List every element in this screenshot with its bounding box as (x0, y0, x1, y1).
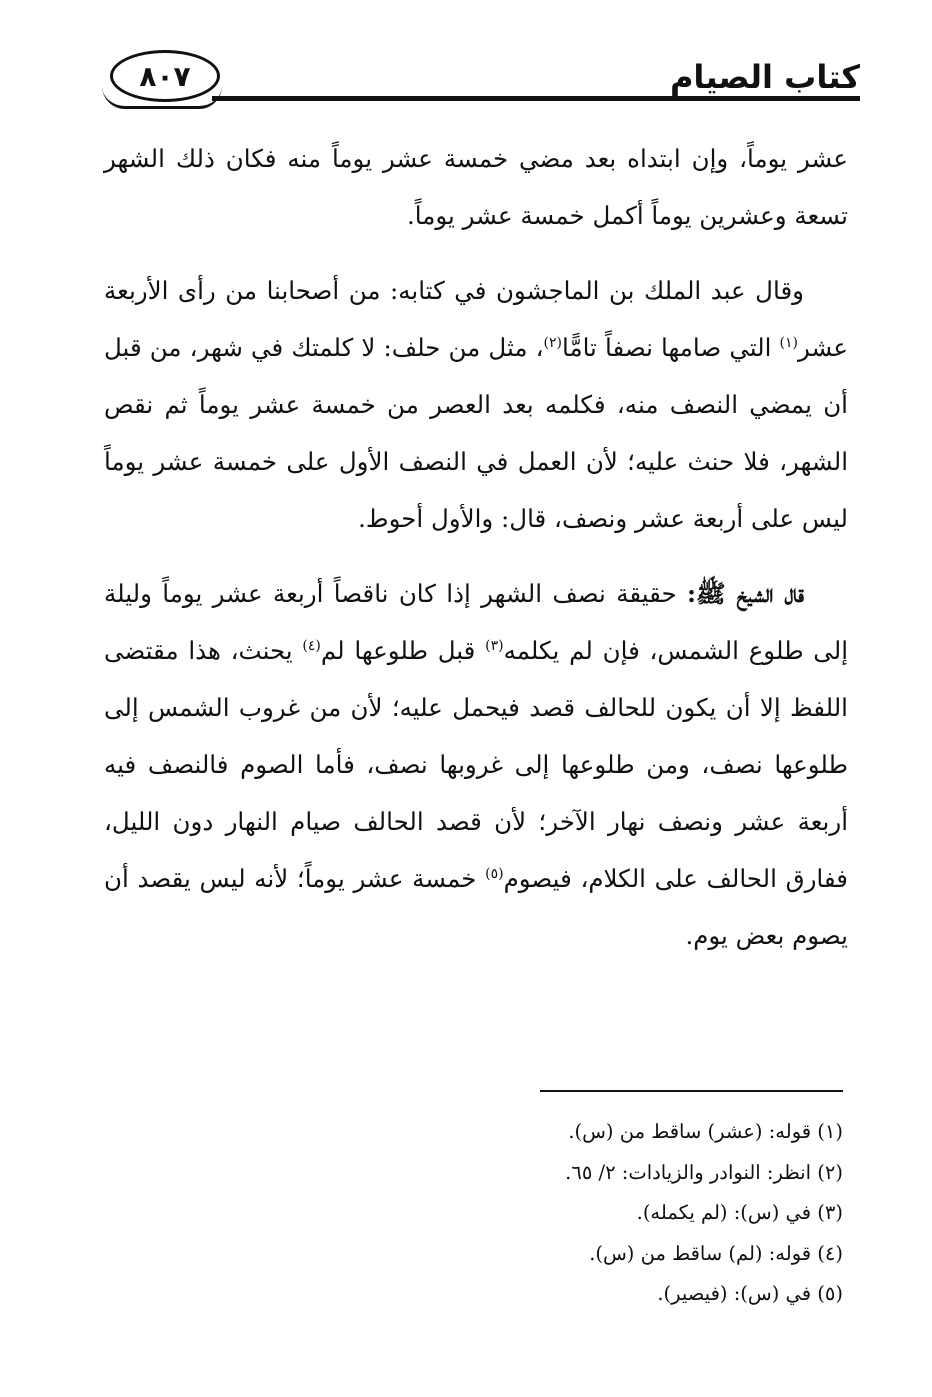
main-text (104, 130, 848, 982)
paragraph-3-text-b: قبل طلوعها لم (320, 636, 486, 665)
speaker-label: قال الشيخ ﷺ: (687, 579, 804, 608)
paragraph-2-text-c: ، مثل من حلف: لا كلمتك في شهر، من قبل أن يمضي النصف منه، فكلمه بعد العصر من خمسة عشر يوماً ثم نقص الشهر، فلا حنث عليه؛ لأن العمل في النصف الأول على خمسة عشر يوماً ليس على أربعة عشر ونصف، قال: والأول أحوط. (104, 333, 848, 533)
paragraph-2-text-a: وقال عبد الملك بن الماجشون في كتابه: من أصحابنا من رأى الأربعة عشر (104, 276, 849, 362)
paragraph-3-text-c: يحنث، هذا مقتضى اللفظ إلا أن يكون للحالف قصد فيحمل عليه؛ لأن من غروب الشمس إلى طلوعها نصف، ومن طلوعها إلى غروبها نصف، فأما الصوم فالنصف فيه أربعة عشر ونصف نهار الآخر؛ لأن قصد الحالف صيام النهار دون الليل، ففارق الحالف على الكلام، فيصوم (104, 636, 848, 893)
paragraph-2 (104, 262, 848, 547)
paragraph-1: عشر يوماً، وإن ابتداه بعد مضي خمسة عشر يوماً منه فكان ذلك الشهر تسعة وعشرين يوماً أكمل خمسة عشر يوماً. (104, 144, 848, 230)
footnote-4: (٤) قوله: (لم) ساقط من (س). (589, 1241, 843, 1265)
running-title: كتاب الصيام (669, 58, 860, 96)
footnote-separator (540, 1090, 843, 1092)
footnote-ref-1: (١) (779, 334, 799, 351)
footnote-ref-5: (٥) (485, 865, 504, 882)
header-rule (212, 96, 860, 101)
footnote-ref-3: (٣) (485, 637, 504, 654)
footnote-1: (١) قوله: (عشر) ساقط من (س). (568, 1120, 843, 1143)
footnote-ref-2: (٢) (543, 334, 562, 351)
paragraph-3 (104, 565, 848, 964)
paragraph-3-text-d: خمسة عشر يوماً؛ لأنه ليس يقصد أن يصوم بعض يوم. (104, 864, 848, 950)
footnote-3: (٣) في (س): (لم يكمله). (636, 1201, 843, 1224)
paragraph-2-text-b: التي صامها نصفاً تامًّا (562, 333, 780, 362)
footnote-ref-4: (٤) (302, 637, 321, 654)
page-number-badge (110, 50, 220, 102)
page-header (100, 40, 860, 110)
paragraph-3-text-a: حقيقة نصف الشهر إذا كان ناقصاً أربعة عشر يوماً وليلة إلى طلوع الشمس، فإن لم يكلمه (104, 579, 849, 665)
footnote-5: (٥) في (س): (فيصير). (657, 1282, 843, 1305)
footnote-2: (٢) انظر: النوادر والزيادات: ٢/ ٦٥. (565, 1160, 843, 1184)
footnotes (300, 1112, 843, 1315)
page-number: ٨٠٧ (139, 59, 191, 93)
